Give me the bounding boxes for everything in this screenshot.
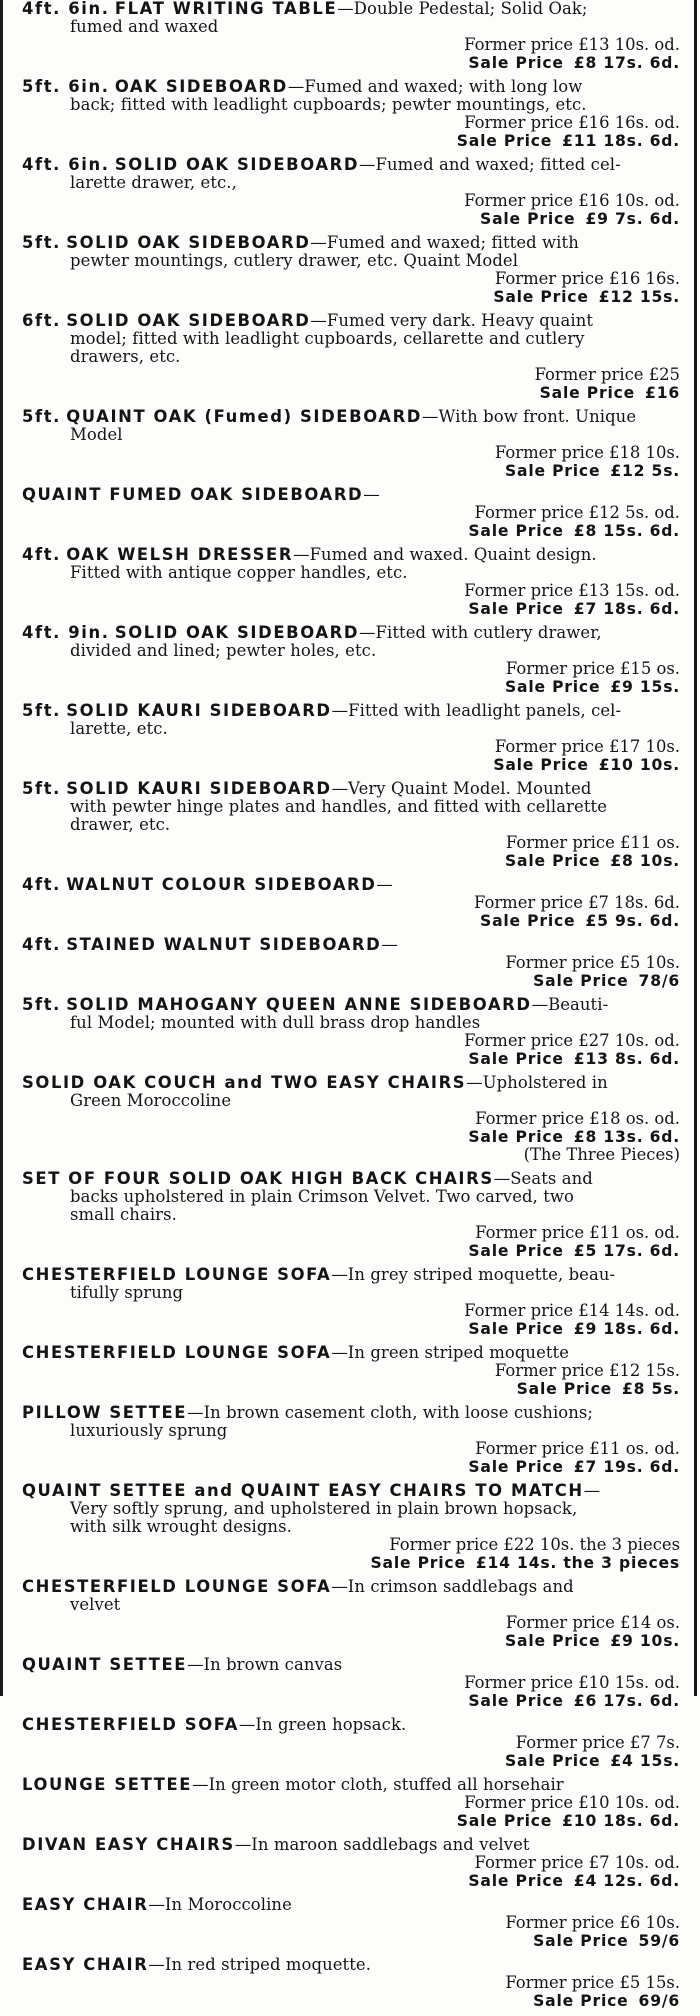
right-border-rule	[694, 0, 697, 1696]
sale-price-value: £16	[645, 384, 680, 402]
item-description-line: Fitted with antique copper handles, etc.	[70, 563, 408, 582]
sale-item	[22, 702, 680, 774]
item-name: SOLID OAK SIDEBOARD	[66, 233, 311, 252]
item-description: —In red striped moquette.	[148, 1955, 372, 1974]
item-description-line: velvet	[70, 1595, 121, 1614]
item-description-line: Green Moroccoline	[70, 1091, 232, 1110]
sale-price-value: £9 18s. 6d.	[573, 1320, 680, 1338]
item-name: PILLOW SETTEE	[22, 1403, 188, 1422]
item-description-line: ful Model; mounted with dull brass drop handles	[70, 1013, 481, 1032]
sale-item	[22, 1074, 680, 1164]
sale-price-row	[22, 1992, 680, 2010]
item-description: —Beauti-	[531, 995, 609, 1014]
sale-price-row	[22, 1242, 680, 1260]
sale-price-row	[22, 756, 680, 774]
sale-price-label: Sale Price	[468, 600, 564, 618]
sale-item	[22, 1170, 680, 1260]
item-description-line: larette, etc.	[70, 719, 168, 738]
item-description: —In Moroccoline	[148, 1895, 292, 1914]
former-price: Former price £16 10s. od.	[464, 191, 680, 210]
item-heading-line	[22, 996, 680, 1014]
item-heading-line	[22, 486, 680, 504]
item-name: EASY CHAIR	[22, 1955, 149, 1974]
sale-price-label: Sale Price	[516, 1380, 612, 1398]
former-price: Former price £15 os.	[505, 659, 680, 678]
item-heading-line	[22, 1896, 680, 1914]
sale-price-value: £8 5s.	[622, 1380, 680, 1398]
item-description-line: fumed and waxed	[70, 17, 219, 36]
item-name: CHESTERFIELD LOUNGE SOFA	[22, 1577, 332, 1596]
sale-item	[22, 1656, 680, 1710]
sale-item	[22, 1836, 680, 1890]
item-size: 4ft.	[22, 545, 61, 564]
former-price: Former price £16 16s. od.	[464, 113, 680, 132]
item-description: —Fumed and waxed; fitted with	[310, 233, 579, 252]
sale-price-label: Sale Price	[504, 852, 601, 870]
item-description-line: pewter mountings, cutlery drawer, etc. Quaint Model	[70, 251, 519, 270]
former-price: Former price £6 10s.	[505, 1913, 680, 1932]
item-name: CHESTERFIELD LOUNGE SOFA	[22, 1343, 332, 1362]
item-description: —Seats and	[493, 1169, 593, 1188]
former-price: Former price £13 15s. od.	[464, 581, 680, 600]
item-heading-line	[22, 546, 680, 564]
former-price: Former price £12 5s. od.	[474, 503, 680, 522]
sale-price-label: Sale Price	[468, 1872, 564, 1890]
sale-price-row	[22, 1872, 680, 1890]
sale-price-label: Sale Price	[504, 678, 601, 696]
sale-item	[22, 624, 680, 696]
sale-price-value: £12 5s.	[610, 462, 680, 480]
sale-price-label: Sale Price	[493, 288, 589, 306]
item-description-line: with pewter hinge plates and handles, and fitted with cellarette	[70, 797, 608, 816]
item-description-line: Model	[70, 425, 123, 444]
sale-price-value: £5 9s. 6d.	[585, 912, 680, 930]
sale-price-row	[22, 288, 680, 306]
sale-price-row	[22, 462, 680, 480]
item-description: —Fumed and waxed. Quaint design.	[293, 545, 597, 564]
former-price: Former price £12 15s.	[494, 1361, 680, 1380]
left-border-rule	[0, 0, 3, 1696]
sale-price-row	[22, 54, 680, 72]
sale-item	[22, 1716, 680, 1770]
item-description-line: with silk wrought designs.	[70, 1517, 292, 1536]
item-name: STAINED WALNUT SIDEBOARD	[66, 935, 382, 954]
item-description: —	[381, 935, 398, 954]
sale-price-row	[22, 1380, 680, 1398]
item-description-line: drawers, etc.	[70, 347, 181, 366]
sale-item	[22, 546, 680, 618]
sale-price-row	[22, 1320, 680, 1338]
sale-price-row	[22, 1050, 680, 1068]
item-description: —Fumed and waxed; with long low	[287, 77, 583, 96]
sale-price-label: Sale Price	[468, 1128, 564, 1146]
item-description-line: backs upholstered in plain Crimson Velvet. Two carved, two	[70, 1187, 575, 1206]
item-name: QUAINT FUMED OAK SIDEBOARD	[22, 485, 364, 504]
former-price: Former price £25	[534, 365, 680, 384]
item-description: —In green motor cloth, stuffed all horsehair	[192, 1775, 564, 1794]
sale-price-label: Sale Price	[468, 1242, 564, 1260]
sale-price-value: £6 17s. 6d.	[573, 1692, 680, 1710]
sale-item	[22, 1266, 680, 1338]
sale-price-value: £8 13s. 6d.	[573, 1128, 680, 1146]
sale-item	[22, 876, 680, 930]
sale-price-value: 78/6	[638, 972, 680, 990]
sale-price-label: Sale Price	[480, 210, 576, 228]
item-name: QUAINT SETTEE and QUAINT EASY CHAIRS TO MATCH	[22, 1481, 584, 1500]
sale-price-row	[22, 912, 680, 930]
item-description: —In brown canvas	[187, 1655, 343, 1674]
sale-price-row	[22, 1632, 680, 1650]
item-heading-line	[22, 1578, 680, 1596]
sale-item	[22, 1776, 680, 1830]
item-size: 4ft. 6in.	[22, 155, 110, 174]
sale-item	[22, 1344, 680, 1398]
item-size: 5ft. 6in.	[22, 77, 110, 96]
sale-price-value: £14 14s. the 3 pieces	[475, 1554, 680, 1572]
item-description: —With bow front. Unique	[422, 407, 637, 426]
item-note: (The Three Pieces)	[523, 1145, 680, 1164]
sale-price-label: Sale Price	[493, 756, 589, 774]
sale-price-row	[22, 972, 680, 990]
item-name: SET OF FOUR SOLID OAK HIGH BACK CHAIRS	[22, 1169, 494, 1188]
sale-item	[22, 1482, 680, 1572]
sale-price-value: £8 10s.	[610, 852, 680, 870]
sale-price-row	[22, 1932, 680, 1950]
sale-item	[22, 408, 680, 480]
item-heading-line	[22, 78, 680, 96]
sale-item	[22, 486, 680, 540]
item-heading-line	[22, 1956, 680, 1974]
item-description-line: larette drawer, etc.,	[70, 173, 237, 192]
item-name: DIVAN EASY CHAIRS	[22, 1835, 235, 1854]
item-description: —Fumed very dark. Heavy quaint	[310, 311, 594, 330]
sale-item	[22, 780, 680, 870]
item-description-line: model; fitted with leadlight cupboards, cellarette and cutlery	[70, 329, 585, 348]
item-size: 4ft.	[22, 875, 61, 894]
item-description: —In grey striped moquette, beau-	[331, 1265, 616, 1284]
item-description: —In green hopsack.	[238, 1715, 407, 1734]
sale-price-value: £8 15s. 6d.	[573, 522, 680, 540]
former-price: Former price £10 10s. od.	[464, 1793, 680, 1812]
sale-price-value: £9 15s.	[610, 678, 680, 696]
item-description-line: Very softly sprung, and upholstered in plain brown hopsack,	[70, 1499, 578, 1518]
item-name: FLAT WRITING TABLE	[114, 0, 338, 18]
sale-price-value: £7 18s. 6d.	[573, 600, 680, 618]
former-price: Former price £10 15s. od.	[464, 1673, 680, 1692]
sale-price-row	[22, 1812, 680, 1830]
item-size: 5ft.	[22, 701, 61, 720]
item-description-line: tifully sprung	[70, 1283, 184, 1302]
item-description: —Double Pedestal; Solid Oak;	[337, 0, 588, 18]
sale-price-row	[22, 1458, 680, 1476]
sale-price-value: £10 18s. 6d.	[562, 1812, 680, 1830]
sale-price-label: Sale Price	[468, 1320, 564, 1338]
sale-price-label: Sale Price	[468, 1458, 564, 1476]
former-price: Former price £13 10s. od.	[464, 35, 680, 54]
sale-price-row	[22, 1692, 680, 1710]
item-size: 4ft. 9in.	[22, 623, 110, 642]
sale-price-label: Sale Price	[533, 1932, 629, 1950]
sale-price-value: £13 8s. 6d.	[573, 1050, 680, 1068]
former-price: Former price £5 10s.	[505, 953, 680, 972]
item-name: QUAINT SETTEE	[22, 1655, 188, 1674]
item-size: 5ft.	[22, 779, 61, 798]
item-size: 4ft. 6in.	[22, 0, 110, 18]
sale-price-label: Sale Price	[456, 1812, 553, 1830]
sale-price-value: £4 15s.	[610, 1752, 680, 1770]
item-name: SOLID OAK COUCH and TWO EASY CHAIRS	[22, 1073, 467, 1092]
sale-item	[22, 936, 680, 990]
item-heading-line	[22, 936, 680, 954]
former-price: Former price £18 os. od.	[475, 1109, 680, 1128]
sale-price-value: £10 10s.	[598, 756, 680, 774]
sale-price-row	[22, 210, 680, 228]
former-price: Former price £11 os. od.	[475, 1223, 680, 1242]
sale-item-list	[22, 0, 680, 2016]
item-heading-line	[22, 1344, 680, 1362]
sale-price-value: £11 18s. 6d.	[562, 132, 680, 150]
item-heading-line	[22, 624, 680, 642]
item-description: —Fitted with cutlery drawer,	[359, 623, 602, 642]
sale-item	[22, 234, 680, 306]
item-name: OAK SIDEBOARD	[114, 77, 288, 96]
former-price: Former price £7 18s. 6d.	[473, 893, 680, 912]
item-description: —	[583, 1481, 601, 1500]
item-description-line: luxuriously sprung	[70, 1421, 228, 1440]
item-heading-line	[22, 1170, 680, 1188]
sale-price-label: Sale Price	[504, 1632, 601, 1650]
former-price: Former price £7 7s.	[515, 1733, 680, 1752]
sale-price-row	[22, 600, 680, 618]
item-description: —	[363, 485, 380, 504]
sale-price-row	[22, 1554, 680, 1572]
item-heading-line	[22, 1656, 680, 1674]
sale-price-label: Sale Price	[480, 912, 576, 930]
former-price: Former price £5 15s.	[505, 1973, 680, 1992]
sale-item	[22, 996, 680, 1068]
sale-price-row	[22, 522, 680, 540]
item-heading-line	[22, 1776, 680, 1794]
item-size: 6ft.	[22, 311, 61, 330]
item-description: —Upholstered in	[466, 1073, 608, 1092]
item-heading-line	[22, 0, 680, 18]
former-price: Former price £22 10s. the 3 pieces	[389, 1535, 680, 1554]
item-description: —In crimson saddlebags and	[331, 1577, 574, 1596]
item-heading-line	[22, 1836, 680, 1854]
item-description: —Fitted with leadlight panels, cel-	[331, 701, 622, 720]
item-heading-line	[22, 1404, 680, 1422]
item-name: WALNUT COLOUR SIDEBOARD	[66, 875, 377, 894]
sale-price-value: £9 10s.	[610, 1632, 680, 1650]
item-description: —Fumed and waxed; fitted cel-	[359, 155, 621, 174]
sale-price-value: £5 17s. 6d.	[573, 1242, 680, 1260]
sale-item	[22, 1578, 680, 1650]
item-name: SOLID KAURI SIDEBOARD	[66, 701, 332, 720]
item-description-line: divided and lined; pewter holes, etc.	[70, 641, 377, 660]
sale-price-row	[22, 132, 680, 150]
item-name: SOLID OAK SIDEBOARD	[66, 311, 311, 330]
sale-price-label: Sale Price	[539, 384, 636, 402]
item-name: OAK WELSH DRESSER	[66, 545, 294, 564]
item-name: SOLID OAK SIDEBOARD	[114, 155, 360, 174]
sale-price-value: £4 12s. 6d.	[573, 1872, 680, 1890]
item-heading-line	[22, 1266, 680, 1284]
item-heading-line	[22, 876, 680, 894]
sale-price-label: Sale Price	[468, 54, 564, 72]
former-price: Former price £16 16s.	[494, 269, 680, 288]
sale-item	[22, 78, 680, 150]
former-price: Former price £11 os.	[505, 833, 680, 852]
item-heading-line	[22, 156, 680, 174]
item-heading-line	[22, 1716, 680, 1734]
sale-item	[22, 1404, 680, 1476]
item-description-line: back; fitted with leadlight cupboards; pewter mountings, etc.	[70, 95, 587, 114]
item-description-line: drawer, etc.	[70, 815, 171, 834]
former-price: Former price £14 14s. od.	[464, 1301, 680, 1320]
item-name: SOLID OAK SIDEBOARD	[114, 623, 360, 642]
item-heading-line	[22, 234, 680, 252]
item-description-line: small chairs.	[70, 1205, 177, 1224]
former-price: Former price £14 os.	[505, 1613, 680, 1632]
item-description: —In brown casement cloth, with loose cushions;	[187, 1403, 594, 1422]
sale-price-row	[22, 852, 680, 870]
sale-price-value: £7 19s. 6d.	[573, 1458, 680, 1476]
sale-item	[22, 1896, 680, 1950]
sale-price-value: £8 17s. 6d.	[573, 54, 680, 72]
sale-price-label: Sale Price	[468, 1692, 564, 1710]
sale-price-label: Sale Price	[468, 522, 564, 540]
sale-price-row	[22, 1128, 680, 1146]
item-size: 5ft.	[22, 995, 61, 1014]
item-heading-line	[22, 702, 680, 720]
sale-price-label: Sale Price	[504, 1752, 601, 1770]
item-name: QUAINT OAK (Fumed) SIDEBOARD	[66, 407, 422, 426]
item-heading-line	[22, 1074, 680, 1092]
item-heading-line	[22, 780, 680, 798]
sale-price-label: Sale Price	[456, 132, 553, 150]
item-description: —	[376, 875, 393, 894]
sale-item	[22, 1956, 680, 2010]
sale-price-label: Sale Price	[533, 972, 629, 990]
item-heading-line	[22, 312, 680, 330]
item-size: 4ft.	[22, 935, 61, 954]
item-name: EASY CHAIR	[22, 1895, 149, 1914]
sale-price-value: 59/6	[638, 1932, 680, 1950]
sale-price-row	[22, 1752, 680, 1770]
item-size: 5ft.	[22, 233, 61, 252]
sale-price-row	[22, 384, 680, 402]
sale-item	[22, 312, 680, 402]
former-price: Former price £17 10s.	[494, 737, 680, 756]
item-name: LOUNGE SETTEE	[22, 1775, 193, 1794]
item-description: —In maroon saddlebags and velvet	[234, 1835, 530, 1854]
sale-price-label: Sale Price	[468, 1050, 564, 1068]
item-description: —In green striped moquette	[331, 1343, 570, 1362]
former-price: Former price £27 10s. od.	[464, 1031, 680, 1050]
former-price: Former price £18 10s.	[494, 443, 680, 462]
sale-price-label: Sale Price	[504, 462, 601, 480]
sale-price-label: Sale Price	[370, 1554, 466, 1572]
item-name: CHESTERFIELD LOUNGE SOFA	[22, 1265, 332, 1284]
sale-item	[22, 0, 680, 72]
sale-item	[22, 156, 680, 228]
item-name: CHESTERFIELD SOFA	[22, 1715, 239, 1734]
item-description: —Very Quaint Model. Mounted	[331, 779, 592, 798]
item-name: SOLID KAURI SIDEBOARD	[66, 779, 332, 798]
item-size: 5ft.	[22, 407, 61, 426]
sale-price-value: £9 7s. 6d.	[585, 210, 680, 228]
former-price: Former price £11 os. od.	[475, 1439, 680, 1458]
sale-price-label: Sale Price	[533, 1992, 629, 2010]
item-heading-line	[22, 1482, 680, 1500]
sale-price-value: 69/6	[638, 1992, 680, 2010]
sale-price-row	[22, 678, 680, 696]
sale-price-value: £12 15s.	[598, 288, 680, 306]
former-price: Former price £7 10s. od.	[474, 1853, 680, 1872]
item-heading-line	[22, 408, 680, 426]
item-name: SOLID MAHOGANY QUEEN ANNE SIDEBOARD	[66, 995, 532, 1014]
